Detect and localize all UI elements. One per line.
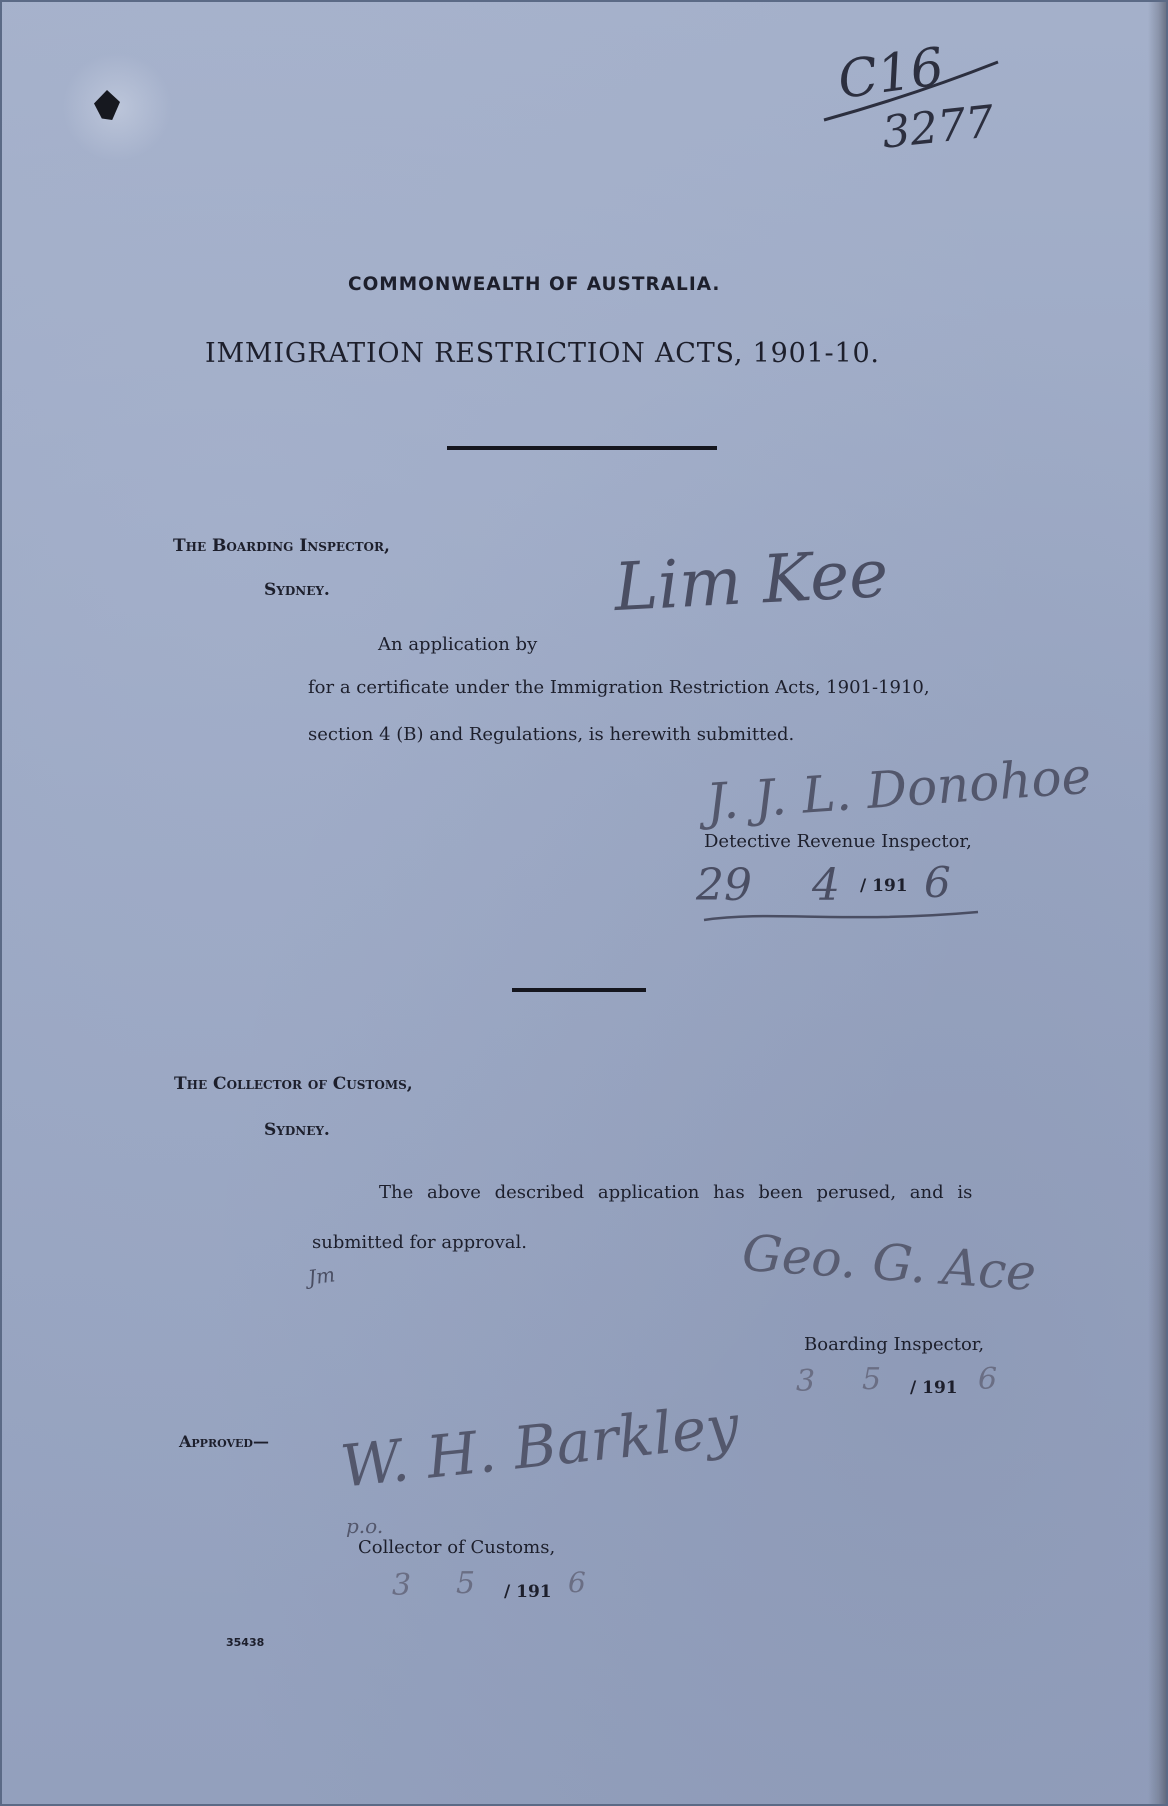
acts-title: IMMIGRATION RESTRICTION ACTS, 1901-10. bbox=[205, 338, 880, 369]
collector-signature: W. H. Barkley bbox=[337, 1391, 742, 1501]
date2-day: 3 bbox=[796, 1364, 816, 1399]
date1-year-printed: / 191 bbox=[860, 876, 908, 896]
detective-role: Detective Revenue Inspector, bbox=[704, 831, 972, 852]
date1-year-written: 6 bbox=[924, 858, 951, 907]
boarding-inspector-role: Boarding Inspector, bbox=[804, 1334, 985, 1355]
date3-year-printed: / 191 bbox=[504, 1582, 552, 1602]
date1-month: 4 bbox=[812, 860, 840, 911]
section-regulations-line: section 4 (B) and Regulations, is herewith submitted. bbox=[308, 724, 795, 745]
city-sydney-2: Sydney. bbox=[264, 1120, 330, 1140]
form-number: 35438 bbox=[226, 1636, 265, 1649]
certificate-line: for a certificate under the Immigration Restriction Acts, 1901-1910, bbox=[308, 677, 930, 698]
perused-line: The above described application has been perused, and is bbox=[379, 1182, 973, 1203]
date3-year-written: 6 bbox=[568, 1566, 586, 1599]
commonwealth-heading: COMMONWEALTH OF AUSTRALIA. bbox=[348, 274, 721, 295]
collector-signature-prefix: p.o. bbox=[346, 1514, 384, 1538]
collector-addressee: The Collector of Customs, bbox=[174, 1074, 413, 1094]
boarding-inspector-signature: Geo. G. Ace bbox=[740, 1223, 1038, 1303]
detective-signature: J. J. L. Donohoe bbox=[704, 746, 1093, 832]
page-edge-shadow bbox=[1148, 2, 1166, 1804]
boarding-inspector-addressee: The Boarding Inspector, bbox=[173, 536, 390, 556]
submitted-for-approval: submitted for approval. bbox=[312, 1232, 527, 1253]
date2-year-written: 6 bbox=[978, 1362, 998, 1397]
date3-month: 5 bbox=[456, 1566, 476, 1601]
date2-year-printed: / 191 bbox=[910, 1378, 958, 1398]
date2-month: 5 bbox=[862, 1362, 882, 1397]
header-rule bbox=[447, 446, 717, 450]
date3-day: 3 bbox=[392, 1568, 412, 1603]
application-by-label: An application by bbox=[378, 634, 538, 655]
date1-underline bbox=[702, 900, 982, 930]
section-rule bbox=[512, 988, 646, 992]
date1-day: 29 bbox=[696, 860, 752, 911]
applicant-name-handwritten: Lim Kee bbox=[612, 534, 890, 627]
clerk-initials: Jm bbox=[306, 1262, 337, 1290]
city-sydney-1: Sydney. bbox=[264, 580, 330, 600]
file-ref-bottom: 3277 bbox=[879, 96, 997, 159]
file-ref-top: C16 bbox=[834, 36, 948, 112]
document-page bbox=[2, 2, 1166, 1804]
approved-label: Approved— bbox=[179, 1432, 269, 1451]
collector-role: Collector of Customs, bbox=[358, 1537, 556, 1558]
